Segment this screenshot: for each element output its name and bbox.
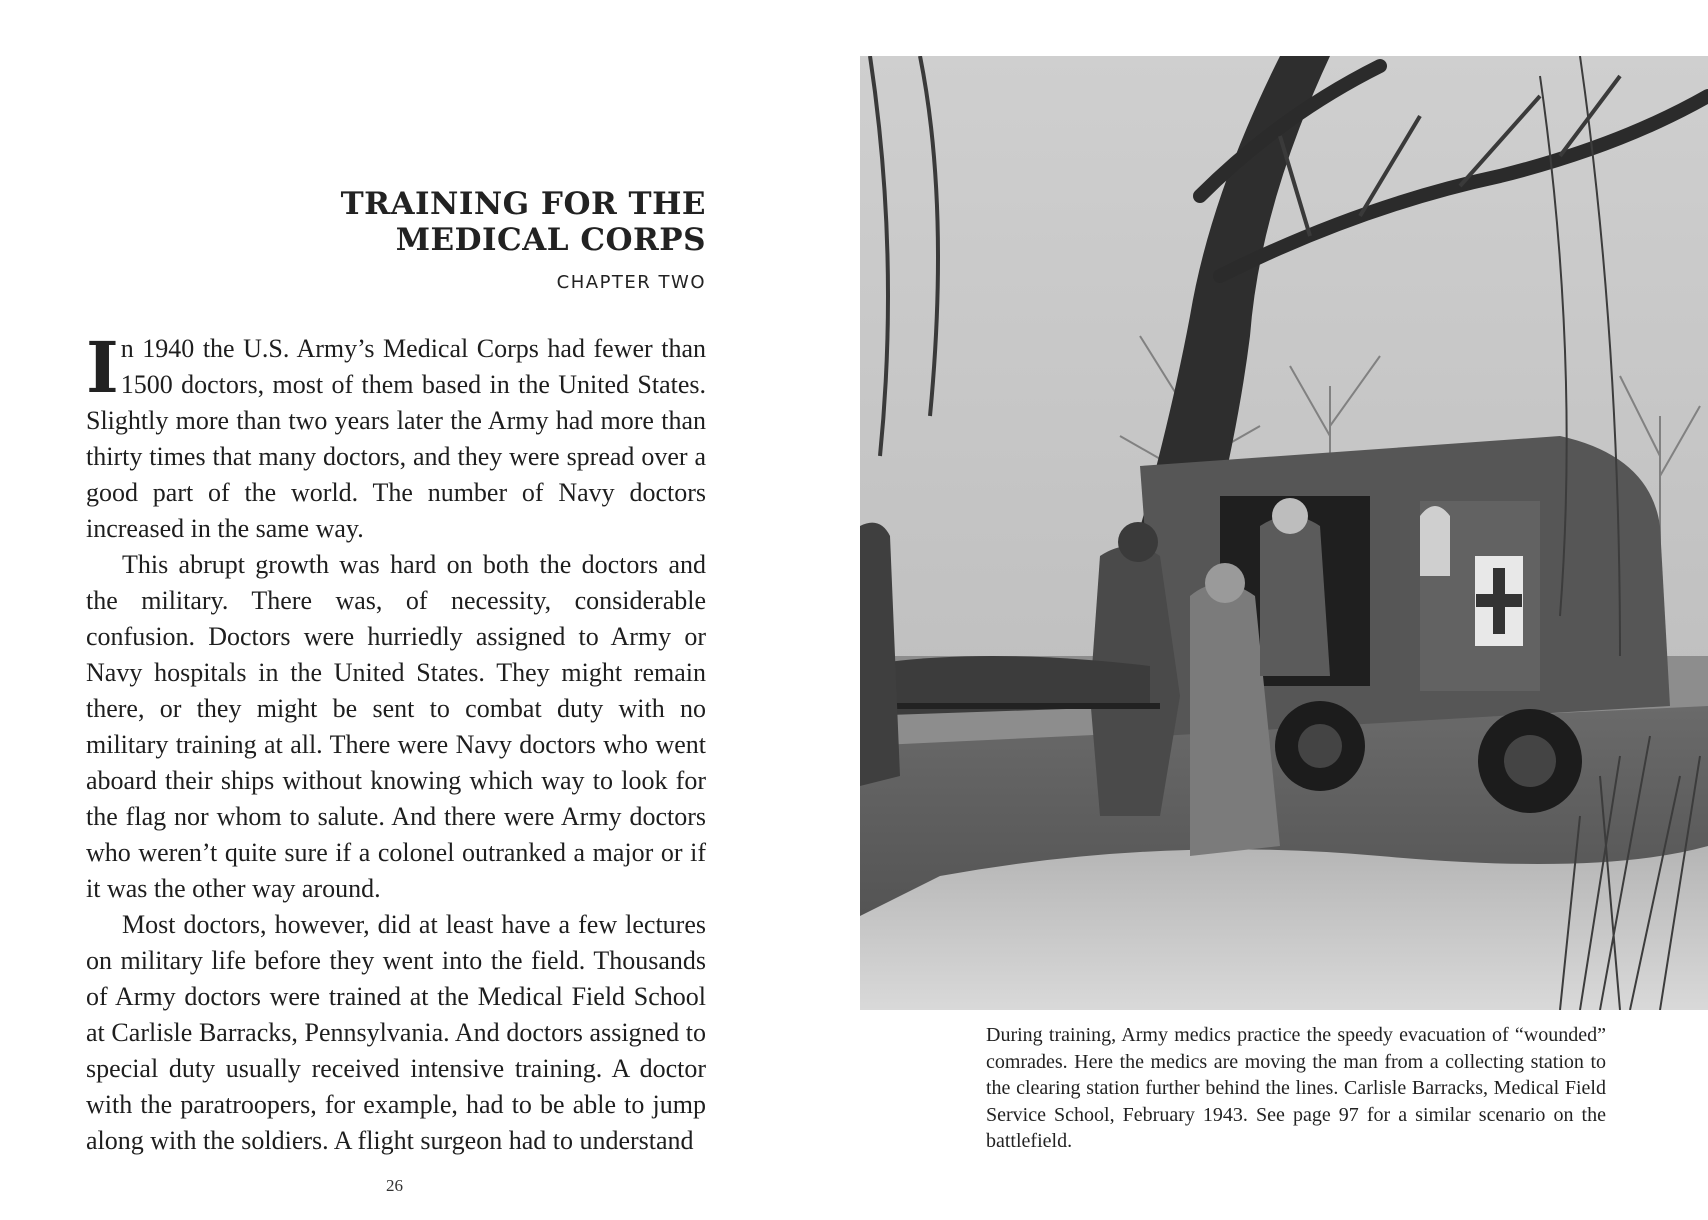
snow-patch: [860, 846, 1708, 1010]
chapter-heading: [86, 186, 706, 293]
chapter-title: [86, 186, 706, 258]
paragraph-2: This abrupt growth was hard on both the doctors and the military. There was, of necessity, considerable confusion. Doctors were hurriedly assigned to Army or Navy hospitals in the United States. They might remain there, or they might be sent to combat duty with no military training at all. There were Navy doctors who went aboard their ships without knowing which way to look for the flag nor whom to salute. And there were Army doctors who weren’t quite sure if a colonel outranked a major or if it was the other way around.: [86, 550, 706, 903]
ambulance-photo: [860, 56, 1708, 1010]
body-text: [86, 326, 706, 1159]
paragraph-1-text: n 1940 the U.S. Army’s Medical Corps had fewer than 1500 doctors, most of them based in the United States. Slightly more than two years later the Army had more than thirty times that many doctors, and they were spread over a good part of the world. The number of Navy doctors increased in the same way.: [86, 334, 706, 543]
chapter-title-line-1: TRAINING FOR THE: [340, 186, 706, 222]
paragraph-3: Most doctors, however, did at least have a few lectures on military life before they went into the field. Thousands of Army doctors were trained at the Medical Field School at Carlisle Barracks, Pennsylvania. And doctors assigned to special duty usually received intensive training. A doctor with the paratroopers, for example, had to be able to jump along with the soldiers. A flight surgeon had to understand: [86, 910, 706, 1155]
paragraph-1: [86, 326, 706, 547]
photo-caption: During training, Army medics practice the speedy evacuation of “wounded” comrades. Here the medics are moving the man from a collecting station to the clearing station further behind the lines. Carlisle Barracks, Medical Field Service School, February 1943. See page 97 for a similar scenario on the battlefield.: [986, 1024, 1606, 1152]
photo-illustration: [860, 56, 1708, 1010]
chapter-title-line-2: MEDICAL CORPS: [395, 222, 706, 258]
drop-cap: I: [86, 326, 119, 409]
chapter-subtitle: CHAPTER TWO: [556, 272, 706, 293]
left-page: [0, 0, 780, 1220]
page-number: 26: [386, 1176, 403, 1195]
